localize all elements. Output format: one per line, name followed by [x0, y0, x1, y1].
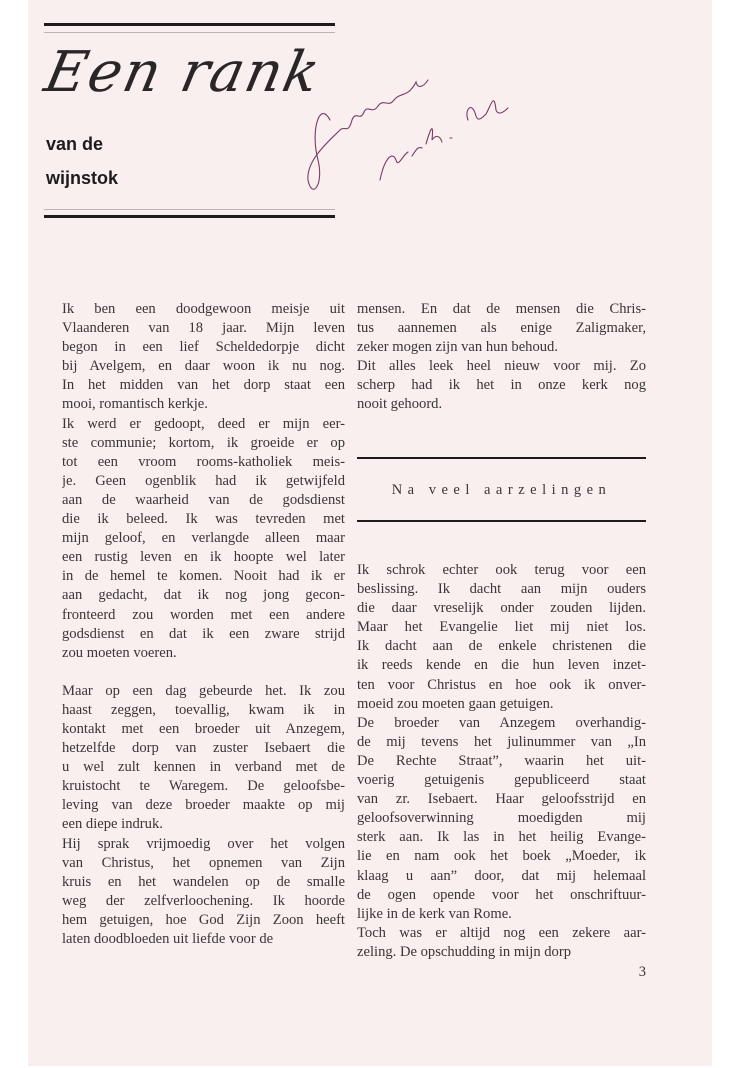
text-line: Ik schrok echter ook terug voor een [357, 562, 646, 578]
text-line: begon in een lief Scheldedorpje dicht [62, 339, 345, 356]
text-line: haast zeggen, toevallig, kwam ik in [62, 701, 345, 718]
text-line: beslissing. Ik dacht aan mijn ouders [357, 581, 646, 598]
text-line: Maar het Evangelie liet mij niet los. [357, 619, 646, 636]
text-line: Toch was er altijd nog een zekere aar- [357, 924, 646, 941]
text-line: Hij sprak vrijmoedig over het volgen [62, 835, 345, 852]
text-line: je. Geen ogenblik had ik getwijfeld [62, 472, 345, 489]
text-line: Ik ben een doodgewoon meisje uit [62, 301, 345, 317]
page-number: 3 [638, 964, 646, 980]
section-top-rule [357, 457, 646, 459]
text-line: geloofsoverwinning moedigden mij [357, 810, 646, 827]
text-line: Ik werd er gedoopt, deed er mijn eer- [62, 415, 345, 432]
text-line: moeid zou moeten gaan getuigen. [357, 695, 554, 712]
text-line: kontakt met een broeder uit Anzegem, [62, 720, 345, 737]
section-bottom-rule [357, 520, 646, 522]
text-line: mensen. En dat de mensen die Chris- [357, 301, 646, 317]
text-line: De broeder van Anzegem overhandig- [357, 714, 646, 731]
handwritten-note [300, 60, 540, 200]
text-line: de ogen opende voor het onschriftuur- [357, 886, 646, 903]
text-line: zeling. De opschudding in mijn dorp [357, 943, 572, 960]
text-line: sterk aan. Ik las in het heilig Evange- [357, 829, 646, 846]
text-line: aan gedacht, dat ik nog jong gecon- [62, 587, 345, 604]
article-subtitle-line2: wijnstok [46, 168, 119, 188]
text-line: zeker mogen zijn van hun behoud. [357, 339, 559, 356]
text-line: mijn geloof, en verlangde alleen maar [62, 530, 345, 547]
text-line: hem getuigen, hoe God Zijn Zoon heeft [62, 911, 345, 928]
text-line: kruistocht te Waregem. De geloofsbe- [62, 778, 345, 795]
header-top-thin-rule [44, 32, 335, 33]
left-column [62, 300, 345, 949]
text-line: aan de waarheid van de godsdienst [62, 491, 345, 508]
text-line: bij Avelgem, en daar woon ik nu nog. [62, 358, 345, 375]
header-bottom-thin-rule [44, 209, 335, 210]
text-line: lie en nam ook het boek „Moeder, ik [357, 848, 646, 865]
right-column-top [357, 300, 646, 415]
text-line: een rustig leven en ik hoopte wel later [62, 549, 345, 566]
text-line: die daar vreselijk onder zouden lijden. [357, 600, 646, 617]
text-line: lijke in de kerk van Rome. [357, 905, 512, 922]
text-line: die ik beleed. Ik was tevreden met [62, 511, 345, 528]
text-line: in de hemel te komen. Nooit had ik er [62, 568, 345, 585]
article-title-script: Een rank [39, 40, 327, 105]
text-line: godsdienst en dat ik een zware strijd [62, 625, 345, 642]
article-subtitle-line1: van de [46, 134, 104, 154]
text-line: De Rechte Straat”, waarin het uit- [357, 752, 646, 769]
text-line: leving van deze broeder maakte op mij [62, 797, 345, 814]
text-line: Maar op een dag gebeurde het. Ik zou [62, 682, 345, 699]
text-line: ten voor Christus en hoe ook ik onver- [357, 676, 646, 693]
text-line: kruis en het wandelen op de smalle [62, 873, 345, 890]
text-line: mooi, romantisch kerkje. [62, 396, 208, 413]
text-line: van Christus, het opnemen van Zijn [62, 854, 345, 871]
text-line: Ik dacht aan de enkele christenen die [357, 638, 646, 655]
text-line: ik reeds kende en die hun leven inzet- [357, 657, 646, 674]
text-line: Dit alles leek heel nieuw voor mij. Zo [357, 358, 646, 375]
section-heading: Na veel aarzelingen [391, 482, 612, 498]
text-line: weg der zelfverloochening. Ik hoorde [62, 892, 345, 909]
text-line: ste communie; kortom, ik groeide er op [62, 434, 345, 451]
text-line: In het midden van het dorp staat een [62, 377, 345, 394]
text-line: Vlaanderen van 18 jaar. Mijn leven [62, 320, 345, 337]
text-line: fronteerd zou worden met een andere [62, 606, 345, 623]
text-line: scherp had ik het in onze kerk nog [357, 377, 646, 394]
text-line: tot een vroom rooms-katholiek meis- [62, 453, 345, 470]
text-line: laten doodbloeden uit liefde voor de [62, 931, 274, 947]
text-line: een diepe indruk. [62, 816, 163, 833]
text-line: voerig getuigenis gepubliceerd staat [357, 772, 646, 789]
text-line: tus aannemen als enige Zaligmaker, [357, 320, 646, 337]
text-line: nooit gehoord. [357, 396, 443, 413]
header-bottom-rule [44, 215, 335, 218]
text-line: van zr. Isebaert. Haar geloofsstrijd en [357, 791, 646, 808]
text-line: klaag u aan” door, dat mij helemaal [357, 867, 646, 884]
text-line: de mij tevens het julinummer van „In [357, 733, 646, 750]
right-column-bottom [357, 561, 646, 962]
text-line: hetzelfde dorp van zuster Isebaert die [62, 740, 345, 757]
text-line: u wel zult kennen in verband met de [62, 759, 345, 776]
text-line: zou moeten voeren. [62, 644, 177, 661]
header-top-rule [44, 23, 335, 26]
paragraph-gap [62, 663, 345, 682]
